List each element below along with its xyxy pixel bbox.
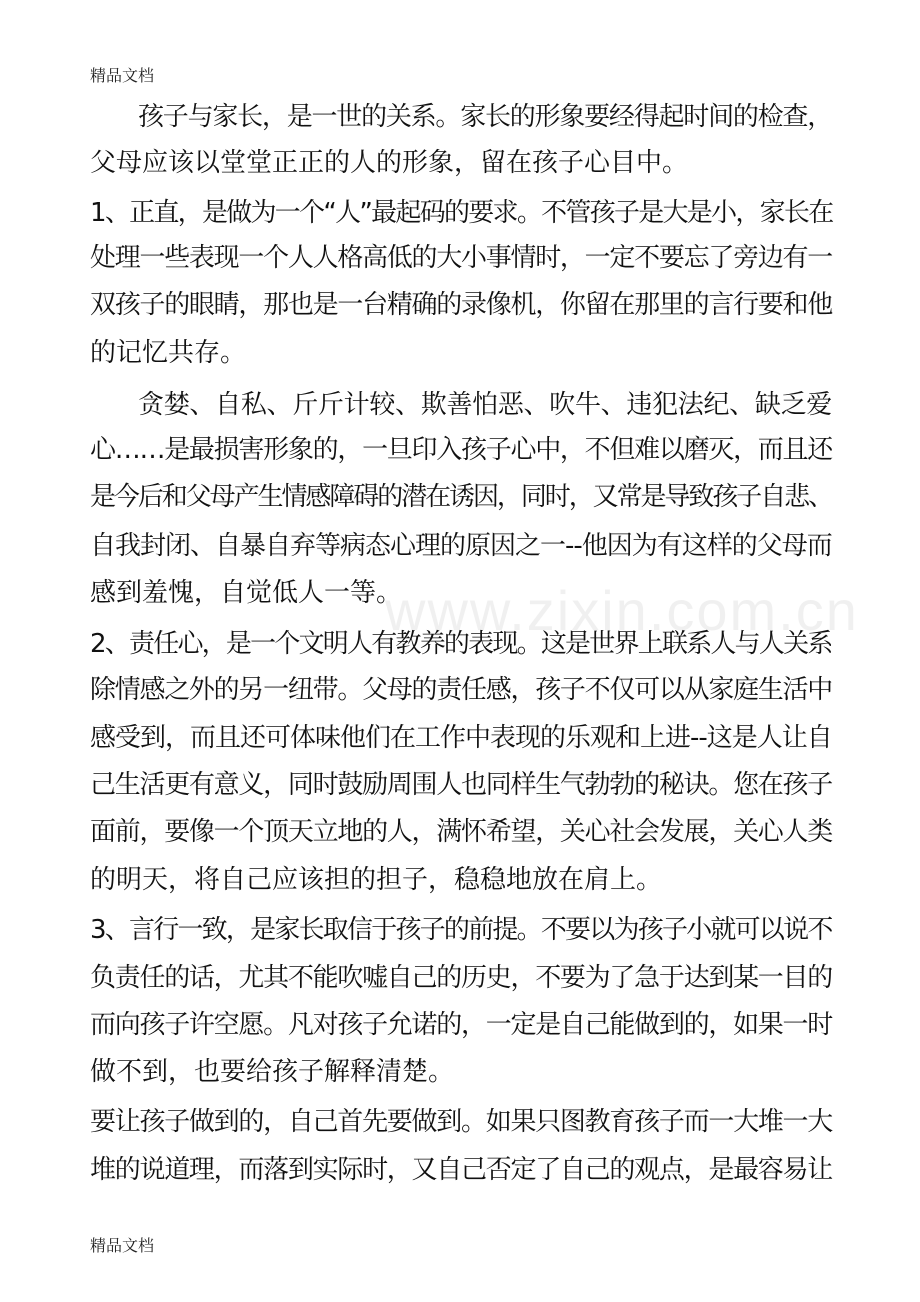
text-line: 面前，要像一个顶天立地的人，满怀希望，关心社会发展，关心人类: [90, 817, 833, 847]
text-line: 自我封闭、自暴自弃等病态心理的原因之一--他因为有这样的父母而: [90, 531, 832, 561]
text-line: 的明天，将自己应该担的担子，稳稳地放在肩上。: [90, 865, 663, 895]
page-footer-label: 精品文档: [90, 1236, 155, 1255]
text-line: 处理一些表现一个人人格高低的大小事情时，一定不要忘了旁边有一: [90, 243, 833, 273]
text-line: 己生活更有意义，同时鼓励周围人也同样生气勃勃的秘诀。您在孩子: [90, 770, 833, 800]
page-header-label: 精品文档: [90, 66, 155, 85]
text-line: 是今后和父母产生情感障碍的潜在诱因，同时，又常是导致孩子自悲、: [90, 482, 833, 512]
text-line: 要让孩子做到的，自己首先要做到。如果只图教育孩子而一大堆一大: [90, 1107, 833, 1137]
text-line: 而向孩子许空愿。凡对孩子允诺的，一定是自己能做到的，如果一时: [90, 1010, 833, 1040]
text-line: 父母应该以堂堂正正的人的形象，留在孩子心目中。: [90, 148, 689, 178]
text-line: 的记忆共存。: [90, 338, 247, 368]
watermark-text: www.zixin.com.cn: [385, 579, 859, 642]
text-line: 感受到，而且还可体味他们在工作中表现的乐观和上进--这是人让自: [90, 723, 832, 753]
text-line: 3、言行一致，是家长取信于孩子的前提。不要以为孩子小就可以说不: [90, 915, 832, 945]
text-line: 心……是最损害形象的，一旦印入孩子心中，不但难以磨灭，而且还: [90, 435, 833, 465]
text-line: 双孩子的眼睛，那也是一台精确的录像机，你留在那里的言行要和他: [90, 290, 833, 320]
text-line: 除情感之外的另一纽带。父母的责任感，孩子不仅可以从家庭生活中: [90, 675, 833, 705]
text-line: 做不到，也要给孩子解释清楚。: [90, 1057, 455, 1087]
text-line: 孩子与家长，是一世的关系。家长的形象要经得起时间的检查，: [138, 102, 833, 132]
text-line: 堆的说道理，而落到实际时，又自己否定了自己的观点，是最容易让: [90, 1155, 833, 1185]
text-line: 2、责任心，是一个文明人有教养的表现。这是世界上联系人与人关系: [90, 629, 832, 659]
text-line: 1、正直，是做为一个“人”最起码的要求。不管孩子是大是小，家长在: [90, 198, 833, 228]
text-line: 负责任的话，尤其不能吹嘘自己的历史，不要为了急于达到某一目的: [90, 963, 833, 993]
text-line: 感到羞愧，自觉低人一等。: [90, 578, 403, 608]
text-line: 贪婪、自私、斤斤计较、欺善怕恶、吹牛、违犯法纪、缺乏爱: [138, 390, 833, 420]
